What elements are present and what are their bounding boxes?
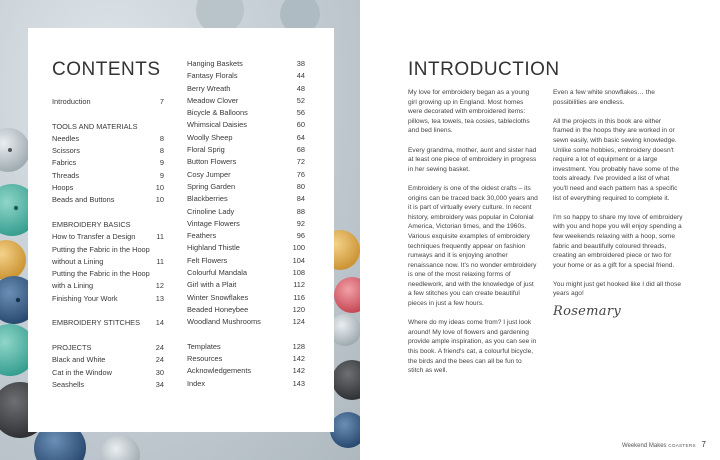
contents-entry — [187, 83, 305, 95]
contents-entry — [52, 244, 164, 256]
introduction-column-1 — [408, 88, 538, 385]
page-footer — [622, 440, 706, 449]
contents-entry — [187, 365, 305, 377]
contents-entry — [187, 230, 305, 242]
contents-entry-title: Black and White — [52, 355, 106, 365]
contents-entry-page: 68 — [296, 145, 305, 155]
contents-entry-page: 142 — [292, 366, 305, 376]
contents-entry-page: 60 — [296, 120, 305, 130]
contents-entry — [52, 231, 164, 243]
contents-entry-title: Fantasy Florals — [187, 71, 238, 81]
author-signature: Rosemary — [553, 303, 622, 319]
contents-entry — [187, 169, 305, 181]
contents-entry — [52, 317, 164, 329]
contents-entry-title: Bicycle & Balloons — [187, 108, 248, 118]
contents-entry-page: 38 — [296, 59, 305, 68]
contents-entry — [187, 206, 305, 218]
contents-entry-title: Resources — [187, 354, 223, 364]
contents-entry-page: 13 — [155, 293, 164, 303]
contents-entry-page: 112 — [293, 280, 305, 290]
introduction-paragraph: Even a few white snowflakes… the possibilities are endless. — [553, 89, 655, 106]
contents-entry-title: Meadow Clover — [187, 95, 239, 105]
contents-entry-title: Beaded Honeybee — [187, 304, 249, 314]
contents-entry-page: 84 — [296, 194, 305, 204]
introduction-paragraph: I'm so happy to share my love of embroidery with you and hope you will enjoy spending a few weekends relaxing with a hoop, some fabric and beautifully coloured threads, creating an embroidered piece or two for your home or as a gift for a special friend. — [553, 213, 683, 269]
contents-entry-title: Woodland Mushrooms — [187, 317, 261, 327]
introduction-paragraph: Embroidery is one of the oldest crafts – its origins can be traced back 30,000 years and it is part of virtually every culture. In recent history, embroidery was popular in Colonial America, Victorian times, and the 1960s. Various exquisite examples of embroidery techniques frequently appear on fashion runways and it is enjoying another renaissance now. It's no wonder embroidery is one of the most relaxing forms of needlework, and with the knowledge of just a few stitches you can create beautiful pieces in just a few hours. — [408, 184, 538, 308]
contents-card — [28, 28, 334, 432]
contents-entry — [52, 293, 164, 305]
contents-entry-page: 64 — [296, 132, 305, 142]
contents-entry-title: Cosy Jumper — [187, 169, 231, 179]
contents-entry-title: Button Flowers — [187, 157, 237, 167]
contents-entry-title: EMBROIDERY BASICS — [52, 219, 131, 229]
contents-entry — [187, 316, 305, 328]
contents-entry-page: 72 — [296, 157, 305, 167]
page-number: 7 — [701, 440, 706, 449]
contents-entry — [52, 256, 164, 268]
contents-entry — [187, 107, 305, 119]
contents-entry-title: Crinoline Lady — [187, 206, 235, 216]
contents-spacer — [52, 305, 164, 317]
contents-entry-title: Threads — [52, 170, 80, 180]
contents-entry — [52, 96, 164, 108]
contents-column-1 — [52, 96, 164, 391]
contents-entry-page: 8 — [159, 133, 164, 143]
contents-entry-page: 88 — [296, 206, 305, 216]
contents-entry — [187, 292, 305, 304]
contents-entry-title: Needles — [52, 133, 80, 143]
contents-entry — [52, 157, 164, 169]
contents-heading: CONTENTS — [52, 59, 161, 80]
contents-entry — [52, 170, 164, 182]
contents-entry-title: Feathers — [187, 231, 217, 241]
introduction-page — [360, 0, 720, 460]
contents-entry — [52, 133, 164, 145]
contents-entry-title: Fabrics — [52, 158, 77, 168]
contents-spacer — [187, 329, 305, 341]
introduction-heading: INTRODUCTION — [408, 59, 560, 80]
contents-entry-title: Finishing Your Work — [52, 293, 118, 303]
contents-entry — [187, 193, 305, 205]
contents-entry-page: 24 — [155, 342, 164, 352]
contents-entry-title: Hoops — [52, 183, 74, 193]
contents-entry — [187, 279, 305, 291]
contents-entry-page: 120 — [292, 304, 305, 314]
contents-entry — [187, 181, 305, 193]
contents-entry — [187, 267, 305, 279]
contents-spacer — [52, 108, 164, 120]
contents-entry-title: without a Lining — [52, 256, 104, 266]
contents-entry — [187, 95, 305, 107]
contents-entry-title: Felt Flowers — [187, 255, 228, 265]
contents-entry-page: 48 — [296, 83, 305, 93]
contents-entry — [52, 182, 164, 194]
contents-entry-page: 116 — [293, 292, 305, 302]
contents-entry-title: Colourful Mandala — [187, 268, 247, 278]
introduction-paragraph: You might just get hooked like I did all those years ago! — [553, 280, 682, 298]
contents-entry-page: 128 — [292, 341, 305, 351]
contents-entry-title: Templates — [187, 341, 221, 351]
contents-entry-title: Floral Sprig — [187, 145, 225, 155]
contents-entry-page: 14 — [155, 318, 164, 328]
introduction-paragraph: My love for embroidery began as a young girl growing up in England. Most homes were decorated with embroidered items: pillows, tea towels, tea cosies, tablecloths and bed linens. — [408, 89, 530, 135]
introduction-paragraph: Where do my ideas come from? I just look around! My love of flowers and gardening provide ample inspiration, as you can see in this book. A friend's cat, a colourful bicycle, the birds and the bees can all be fun to stitch as well. — [408, 319, 537, 375]
contents-entry — [52, 379, 164, 391]
contents-spacer — [52, 207, 164, 219]
contents-entry-page: 11 — [156, 232, 164, 242]
contents-entry-page: 7 — [159, 97, 164, 106]
contents-entry-page: 143 — [292, 378, 305, 388]
contents-entry-title: Beads and Buttons — [52, 195, 115, 205]
contents-entry-page: 44 — [296, 71, 305, 81]
contents-entry — [187, 132, 305, 144]
contents-entry-title: EMBROIDERY STITCHES — [52, 318, 141, 328]
contents-entry-title: How to Transfer a Design — [52, 232, 136, 242]
contents-entry-title: Whimsical Daisies — [187, 120, 247, 130]
contents-entry-title: Index — [187, 378, 206, 388]
contents-entry-title: Hanging Baskets — [187, 59, 243, 68]
introduction-paragraph: All the projects in this book are either framed in the hoops they are worked in or sewn easily, with basic sewing knowledge. Unlike some hobbies, embroidery doesn't require a lot of equipment or a large investment. You probably have some of the tools already. I've provided a list of what you'll need and each pattern has a specific list of everything required to complete it. — [553, 117, 680, 202]
contents-entry-title: Vintage Flowers — [187, 218, 240, 228]
contents-entry-page: 124 — [292, 317, 305, 327]
contents-entry-page: 30 — [155, 367, 164, 377]
contents-entry-title: Blackberries — [187, 194, 228, 204]
contents-entry — [187, 58, 305, 70]
footer-book-title: Weekend Makes — [621, 443, 667, 449]
contents-entry-title: Putting the Fabric in the Hoop — [52, 244, 150, 254]
contents-entry-title: with a Lining — [52, 281, 94, 291]
contents-entry-title: Spring Garden — [187, 181, 236, 191]
contents-entry-title: Acknowledgements — [187, 366, 252, 376]
contents-entry-page: 96 — [296, 231, 305, 241]
contents-entry-page: 56 — [296, 108, 305, 118]
contents-entry — [187, 119, 305, 131]
contents-entry — [187, 70, 305, 82]
contents-entry-title: Putting the Fabric in the Hoop — [52, 269, 150, 279]
contents-entry — [187, 156, 305, 168]
contents-entry — [187, 341, 305, 353]
contents-entry-page: 12 — [155, 281, 164, 291]
contents-entry — [52, 121, 164, 133]
introduction-paragraph: Every grandma, mother, aunt and sister had at least one piece of embroidery in progress in her sewing basket. — [408, 146, 537, 173]
contents-entry — [52, 219, 164, 231]
contents-entry — [52, 367, 164, 379]
contents-entry — [52, 268, 164, 280]
contents-entry — [187, 218, 305, 230]
contents-entry-title: Berry Wreath — [187, 83, 231, 93]
contents-entry-page: 108 — [292, 268, 305, 278]
contents-entry-page: 10 — [155, 183, 164, 193]
contents-entry-page: 24 — [155, 355, 164, 365]
contents-entry — [187, 378, 305, 390]
introduction-column-2 — [553, 88, 683, 319]
contents-entry-title: TOOLS AND MATERIALS — [52, 121, 138, 131]
contents-entry-page: 9 — [159, 170, 164, 180]
contents-entry — [187, 242, 305, 254]
contents-entry-page: 100 — [292, 243, 305, 253]
footer-subtitle: COASTERS — [668, 443, 696, 448]
contents-entry-title: Scissors — [52, 146, 80, 156]
contents-entry-page: 8 — [159, 146, 164, 156]
contents-entry-page: 10 — [155, 195, 164, 205]
contents-entry-page: 80 — [296, 181, 305, 191]
contents-entry-page: 11 — [156, 256, 164, 266]
contents-entry-page: 52 — [296, 95, 305, 105]
contents-entry-page: 9 — [159, 158, 164, 168]
contents-entry — [52, 194, 164, 206]
contents-entry-page: 104 — [292, 255, 305, 265]
contents-entry-page: 92 — [296, 218, 305, 228]
contents-entry-title: Highland Thistle — [187, 243, 240, 253]
contents-entry-title: Girl with a Plait — [187, 280, 237, 290]
contents-entry — [52, 145, 164, 157]
contents-entry — [52, 280, 164, 292]
contents-column-2 — [187, 58, 305, 390]
contents-entry-page: 34 — [155, 379, 164, 389]
contents-entry-title: Cat in the Window — [52, 367, 112, 377]
contents-entry — [187, 255, 305, 267]
contents-entry-page: 142 — [292, 354, 305, 364]
contents-entry — [52, 342, 164, 354]
contents-entry-title: Seashells — [52, 379, 85, 389]
contents-entry-title: Introduction — [52, 97, 91, 106]
contents-entry-title: Woolly Sheep — [187, 132, 233, 142]
contents-entry — [52, 354, 164, 366]
contents-entry — [187, 353, 305, 365]
contents-spacer — [52, 330, 164, 342]
contents-entry-title: PROJECTS — [52, 342, 92, 352]
contents-entry-title: Winter Snowflakes — [187, 292, 249, 302]
contents-entry-page: 76 — [296, 169, 305, 179]
contents-entry — [187, 304, 305, 316]
contents-entry — [187, 144, 305, 156]
